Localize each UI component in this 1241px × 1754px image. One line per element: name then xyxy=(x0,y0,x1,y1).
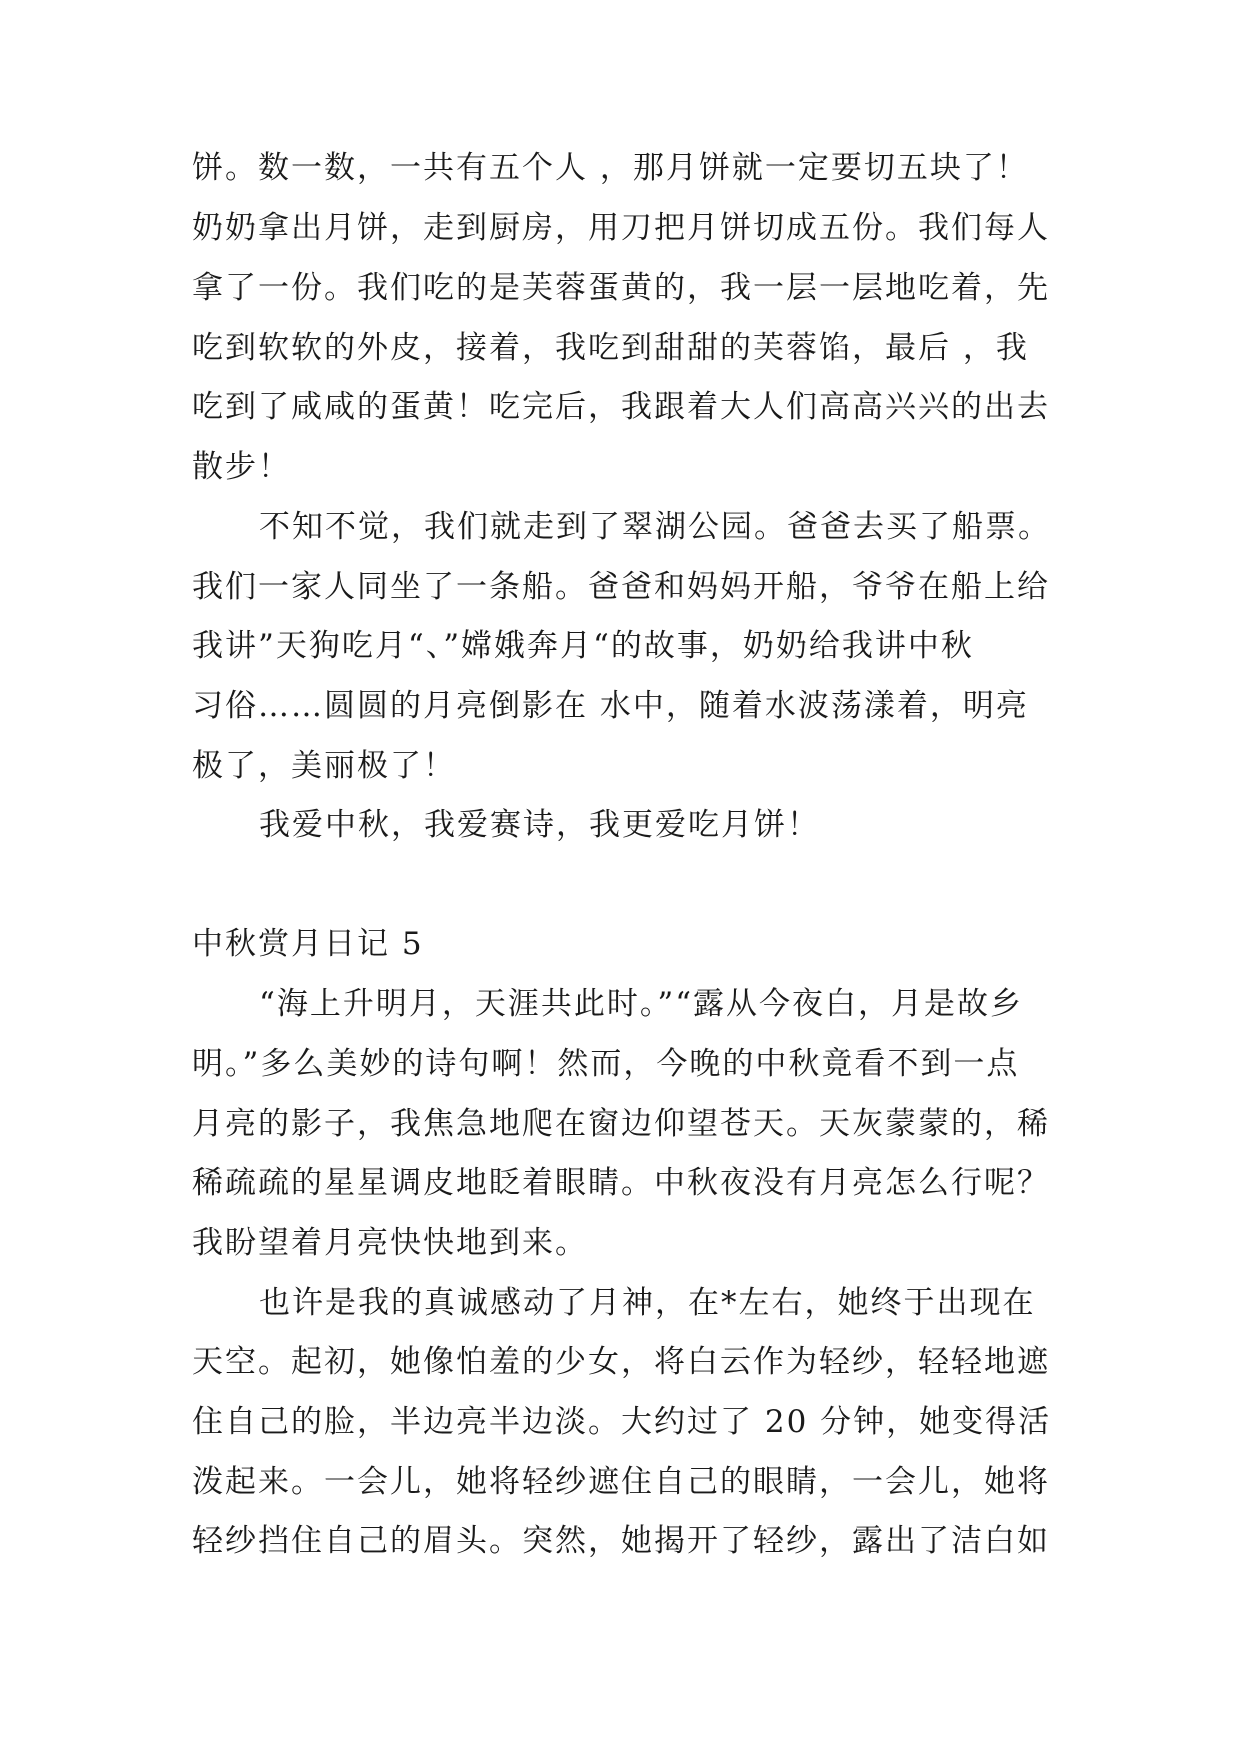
text-line: 吃到软软的外皮，接着，我吃到甜甜的芙蓉馅，最后 ，我 xyxy=(192,330,1029,366)
text-line: 拿了一份。我们吃的是芙蓉蛋黄的，我一层一层地吃着，先 xyxy=(192,270,1050,306)
text-line: 轻纱挡住自己的眉头。突然，她揭开了轻纱，露出了洁白如 xyxy=(192,1523,1050,1559)
paragraph-first-line: 也许是我的真诚感动了月神，在*左右，她终于出现在 xyxy=(259,1285,1036,1321)
paragraph-first-line: 不知不觉，我们就走到了翠湖公园。爸爸去买了船票。 xyxy=(259,509,1051,545)
paragraph-first-line: “海上升明月，天涯共此时。”“露从今夜白，月是故乡 xyxy=(259,986,1024,1022)
text-line: 泼起来。一会儿，她将轻纱遮住自己的眼睛，一会儿，她将 xyxy=(192,1464,1050,1500)
text-line: 天空。起初，她像怕羞的少女，将白云作为轻纱，轻轻地遮 xyxy=(192,1344,1050,1380)
text-line: 我讲”天狗吃月“、”嫦娥奔月“的故事，奶奶给我讲中秋 xyxy=(192,628,974,664)
text-line: 吃到了咸咸的蛋黄！吃完后，我跟着大人们高高兴兴的出去 xyxy=(192,389,1050,425)
text-line: 月亮的影子，我焦急地爬在窗边仰望苍天。天灰蒙蒙的，稀 xyxy=(192,1106,1050,1142)
text-line: 明。”多么美妙的诗句啊！然而，今晚的中秋竟看不到一点 xyxy=(192,1046,1020,1082)
text-line: 极了，美丽极了！ xyxy=(192,748,456,784)
text-line: 奶奶拿出月饼，走到厨房，用刀把月饼切成五份。我们每人 xyxy=(192,210,1050,246)
text-line: 住自己的脸，半边亮半边淡。大约过了 20 分钟，她变得活 xyxy=(192,1404,1052,1440)
text-line: 饼。数一数，一共有五个人 ，那月饼就一定要切五块了！ xyxy=(192,150,1029,186)
text-line: 我们一家人同坐了一条船。爸爸和妈妈开船，爷爷在船上给 xyxy=(192,569,1050,605)
paragraph-first-line: 我爱中秋，我爱赛诗，我更爱吃月饼！ xyxy=(259,807,820,843)
text-line: 散步！ xyxy=(192,449,291,485)
text-line: 稀疏疏的星星调皮地眨着眼睛。中秋夜没有月亮怎么行呢？ xyxy=(192,1165,1050,1201)
text-line: 习俗……圆圆的月亮倒影在 水中，随着水波荡漾着，明亮 xyxy=(192,688,1029,724)
text-line: 我盼望着月亮快快地到来。 xyxy=(192,1225,588,1261)
section-heading: 中秋赏月日记 5 xyxy=(192,926,424,962)
